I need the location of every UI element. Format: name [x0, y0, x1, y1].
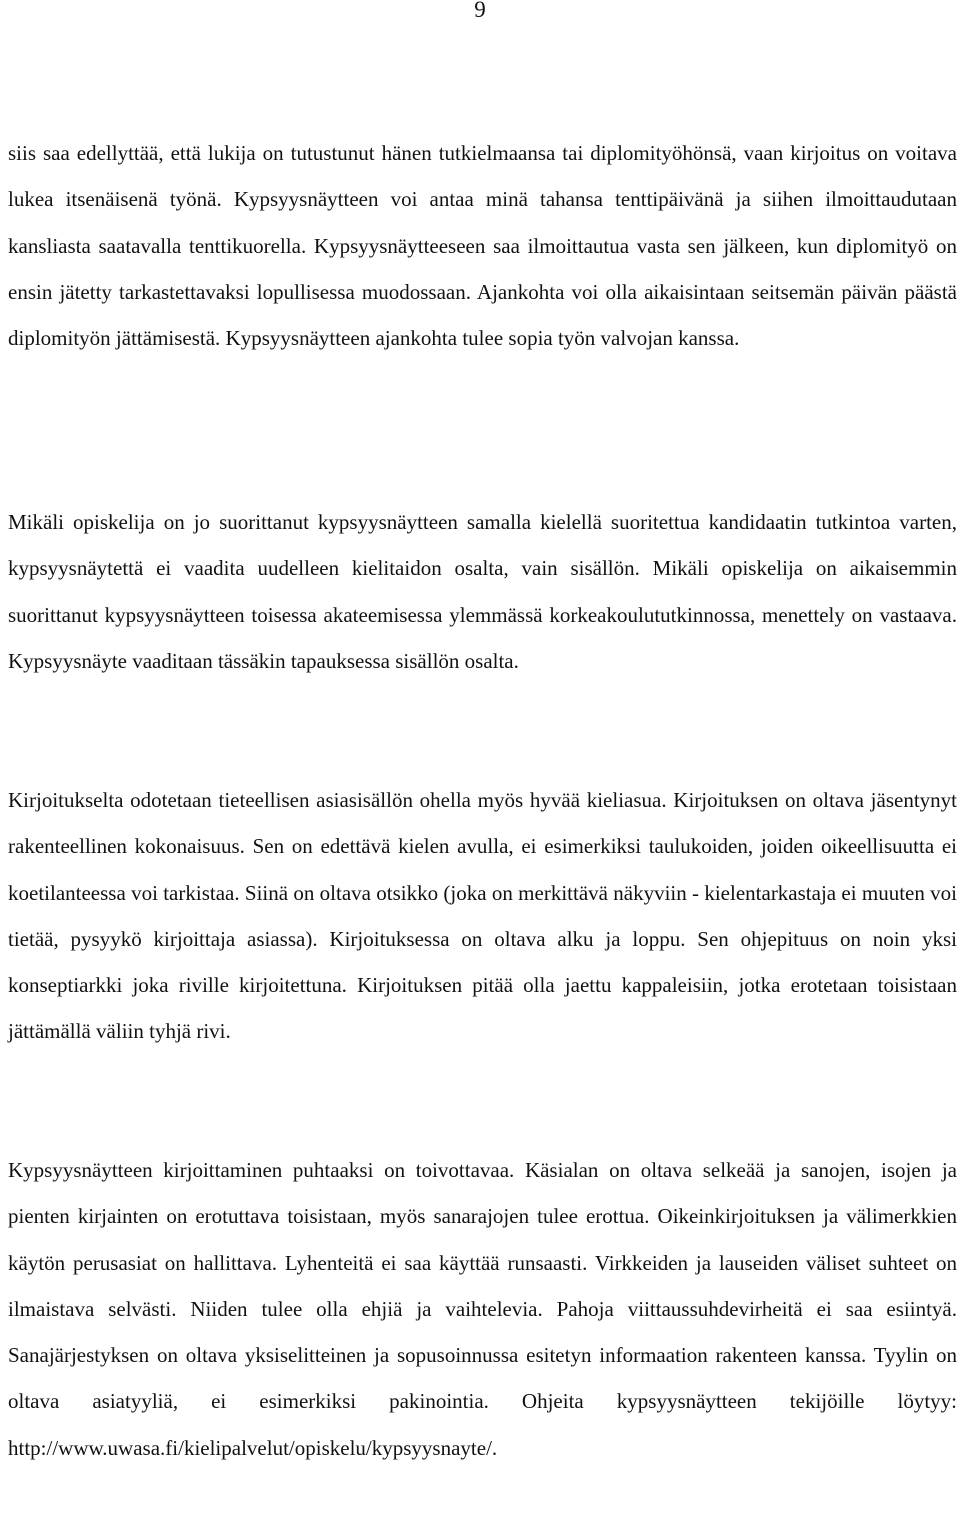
page-number: 9: [474, 0, 486, 22]
paragraph-2: Mikäli opiskelija on jo suorittanut kypsyysnäytteen samalla kielellä suoritettua kandidaatin tutkintoa varten, kypsyysnäytettä ei vaadita uudelleen kielitaidon osalta, vain sisällön. Mikäli opiskelija on aikaisemmin suorittanut kypsyysnäytteen toisessa akateemisessa ylemmässä korkeakoulututkinnossa, menettely on vastaava. Kypsyysnäyte vaaditaan tässäkin tapauksessa sisällön osalta.: [8, 510, 957, 673]
paragraph-3: Kirjoitukselta odotetaan tieteellisen asiasisällön ohella myös hyvää kieliasua. Kirjoituksen on oltava jäsentynyt rakenteellinen kokonaisuus. Sen on edettävä kielen avulla, ei esimerkiksi taulukoiden, joiden oikeellisuutta ei koetilanteessa voi tarkistaa. Siinä on oltava otsikko (joka on merkittävä näkyviin - kielentarkastaja ei muuten voi tietää, pysyykö kirjoittaja asiassa). Kirjoituksessa on oltava alku ja loppu. Sen ohjepituus on noin yksi konseptiarkki joka riville kirjoitettuna. Kirjoituksen pitää olla jaettu kappaleisiin, jotka erotetaan toisistaan jättämällä väliin tyhjä rivi.: [8, 788, 957, 1044]
paragraph-1: siis saa edellyttää, että lukija on tutustunut hänen tutkielmaansa tai diplomityöhönsä, vaan kirjoitus on voitava lukea itsenäisenä työnä. Kypsyysnäytteen voi antaa minä tahansa tenttipäivänä ja siihen ilmoittaudutaan kansliasta saatavalla tenttikuorella. Kypsyysnäytteeseen saa ilmoittautua vasta sen jälkeen, kun diplomityö on ensin jätetty tarkastettavaksi lopullisessa muodossaan. Ajankohta voi olla aikaisintaan seitsemän päivän päästä diplomityön jättämisestä. Kypsyysnäytteen ajankohta tulee sopia työn valvojan kanssa.: [8, 141, 957, 351]
paragraph-4: Kypsyysnäytteen kirjoittaminen puhtaaksi on toivottavaa. Käsialan on oltava selkeää ja sanojen, isojen ja pienten kirjainten on erotuttava toisistaan, myös sanarajojen tulee erottua. Oikeinkirjoituksen ja välimerkkien käytön perusasiat on hallittava. Lyhenteitä ei saa käyttää runsaasti. Virkkeiden ja lauseiden väliset suhteet on ilmaistava selvästi. Niiden tulee olla ehjiä ja vaihtelevia. Pahoja viittaussuhdevirheitä ei saa esiintyä. Sanajärjestyksen on oltava yksiselitteinen ja sopusoinnussa esitetyn informaation rakenteen kanssa. Tyylin on oltava asiatyyliä, ei esimerkiksi pakinointia. Ohjeita kypsyysnäytteen tekijöille löytyy: http://www.uwasa.fi/kielipalvelut/opiskelu/kypsyysnayte/.: [8, 1158, 957, 1460]
